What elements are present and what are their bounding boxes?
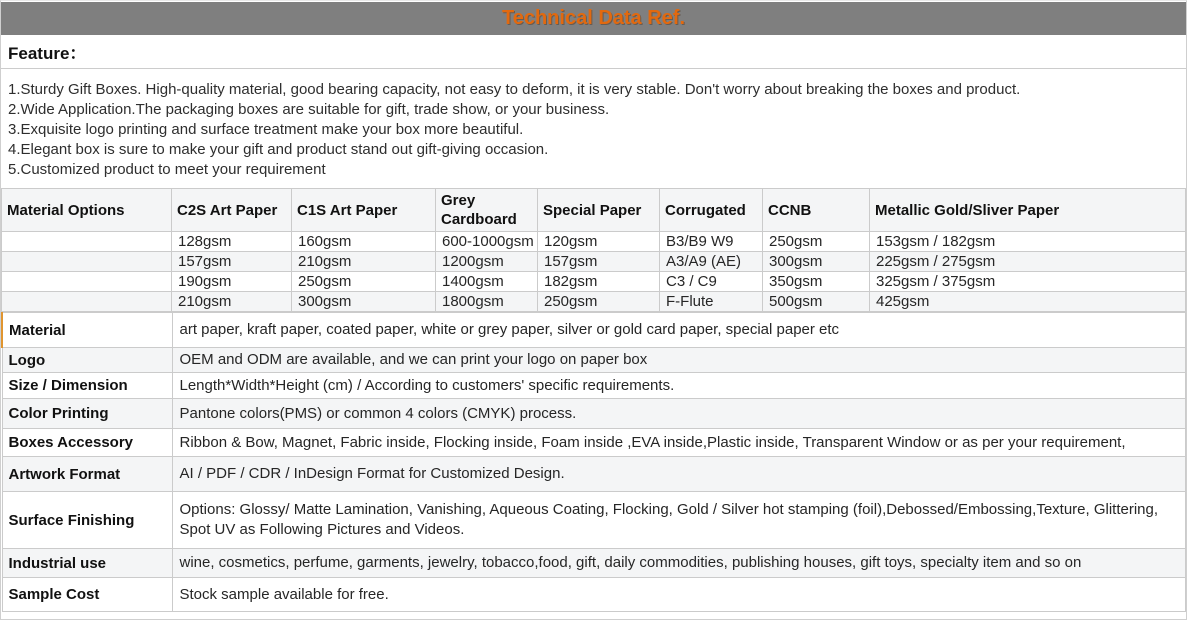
table-cell: 325gsm / 375gsm xyxy=(870,272,1186,292)
page-title-bar xyxy=(1,2,1186,35)
table-cell: 300gsm xyxy=(292,292,436,312)
table-cell: 1400gsm xyxy=(436,272,538,292)
column-header-corrugated: Corrugated xyxy=(660,189,763,232)
table-cell: F-Flute xyxy=(660,292,763,312)
table-cell xyxy=(2,292,172,312)
table-cell: 350gsm xyxy=(763,272,870,292)
spec-label: Surface Finishing xyxy=(2,492,172,549)
table-cell: 1800gsm xyxy=(436,292,538,312)
feature-list xyxy=(1,69,1186,180)
spec-label: Logo xyxy=(2,348,172,373)
spec-row-material xyxy=(2,313,1186,348)
spec-row-sample-cost xyxy=(2,578,1186,612)
spec-value: Stock sample available for free. xyxy=(172,578,1186,612)
spec-value: Options: Glossy/ Matte Lamination, Vanishing, Aqueous Coating, Flocking, Gold / Silver hot stamping (foil),Debossed/Embossing,Texture, Glittering, Spot UV as Following Pictures and Videos. xyxy=(172,492,1186,549)
table-cell: A3/A9 (AE) xyxy=(660,252,763,272)
table-cell: 210gsm xyxy=(292,252,436,272)
table-cell: 210gsm xyxy=(172,292,292,312)
spec-label: Sample Cost xyxy=(2,578,172,612)
materials-header-row xyxy=(2,189,1186,232)
materials-row xyxy=(2,292,1186,312)
table-cell: 120gsm xyxy=(538,232,660,252)
column-header-c2s-art-paper: C2S Art Paper xyxy=(172,189,292,232)
feature-item: 3.Exquisite logo printing and surface treatment make your box more beautiful. xyxy=(8,121,524,138)
spec-label: Size / Dimension xyxy=(2,373,172,399)
spec-label: Artwork Format xyxy=(2,457,172,492)
table-cell: 250gsm xyxy=(538,292,660,312)
spec-value: Length*Width*Height (cm) / According to customers' specific requirements. xyxy=(172,373,1186,399)
column-header-grey-cardboard: Grey Cardboard xyxy=(436,189,538,232)
feature-item: 1.Sturdy Gift Boxes. High-quality material, good bearing capacity, not easy to deform, it is very stable. Don't worry about breaking the boxes and product. xyxy=(8,81,1021,98)
table-cell xyxy=(2,272,172,292)
spec-label: Industrial use xyxy=(2,549,172,578)
spec-label: Boxes Accessory xyxy=(2,429,172,457)
spec-row-artwork-format xyxy=(2,457,1186,492)
spec-value: OEM and ODM are available, and we can print your logo on paper box xyxy=(172,348,1186,373)
spec-row-industrial-use xyxy=(2,549,1186,578)
materials-row xyxy=(2,272,1186,292)
spec-row-surface-finishing xyxy=(2,492,1186,549)
table-cell: 160gsm xyxy=(292,232,436,252)
table-cell: 600-1000gsm xyxy=(436,232,538,252)
table-cell: 500gsm xyxy=(763,292,870,312)
table-cell: 153gsm / 182gsm xyxy=(870,232,1186,252)
feature-item: 5.Customized product to meet your requirement xyxy=(8,161,326,178)
feature-heading: Feature： xyxy=(1,35,1186,69)
spec-row-color-printing xyxy=(2,399,1186,429)
table-cell xyxy=(2,232,172,252)
table-cell: 250gsm xyxy=(763,232,870,252)
page-title: Technical Data Ref. xyxy=(501,7,686,29)
table-cell: 190gsm xyxy=(172,272,292,292)
spec-value: art paper, kraft paper, coated paper, white or grey paper, silver or gold card paper, special paper etc xyxy=(172,313,1186,348)
spec-value: Ribbon & Bow, Magnet, Fabric inside, Flocking inside, Foam inside ,EVA inside,Plastic inside, Transparent Window or as per your requirement, xyxy=(172,429,1186,457)
table-cell: 128gsm xyxy=(172,232,292,252)
spec-value: wine, cosmetics, perfume, garments, jewelry, tobacco,food, gift, daily commodities, publishing houses, gift toys, specialty item and so on xyxy=(172,549,1186,578)
table-cell: 425gsm xyxy=(870,292,1186,312)
table-cell: B3/B9 W9 xyxy=(660,232,763,252)
table-cell: C3 / C9 xyxy=(660,272,763,292)
feature-item: 4.Elegant box is sure to make your gift and product stand out gift-giving occasion. xyxy=(8,141,549,158)
feature-item: 2.Wide Application.The packaging boxes are suitable for gift, trade show, or your business. xyxy=(8,101,610,118)
table-cell: 1200gsm xyxy=(436,252,538,272)
table-cell: 300gsm xyxy=(763,252,870,272)
table-cell: 250gsm xyxy=(292,272,436,292)
spec-row-size-dimension xyxy=(2,373,1186,399)
table-cell: 157gsm xyxy=(538,252,660,272)
materials-row xyxy=(2,252,1186,272)
spec-value: Pantone colors(PMS) or common 4 colors (CMYK) process. xyxy=(172,399,1186,429)
spec-row-boxes-accessory xyxy=(2,429,1186,457)
spec-label: Color Printing xyxy=(2,399,172,429)
specifications-table xyxy=(1,312,1186,612)
spec-label: Material xyxy=(2,313,172,348)
table-cell: 157gsm xyxy=(172,252,292,272)
column-header-ccnb: CCNB xyxy=(763,189,870,232)
table-cell: 182gsm xyxy=(538,272,660,292)
table-cell xyxy=(2,252,172,272)
column-header-metallic-gold-sliver-paper: Metallic Gold/Sliver Paper xyxy=(870,189,1186,232)
materials-options-table xyxy=(1,188,1186,312)
spec-row-logo xyxy=(2,348,1186,373)
column-header-material-options: Material Options xyxy=(2,189,172,232)
column-header-c1s-art-paper: C1S Art Paper xyxy=(292,189,436,232)
table-cell: 225gsm / 275gsm xyxy=(870,252,1186,272)
column-header-special-paper: Special Paper xyxy=(538,189,660,232)
materials-row xyxy=(2,232,1186,252)
spec-value: AI / PDF / CDR / InDesign Format for Customized Design. xyxy=(172,457,1186,492)
